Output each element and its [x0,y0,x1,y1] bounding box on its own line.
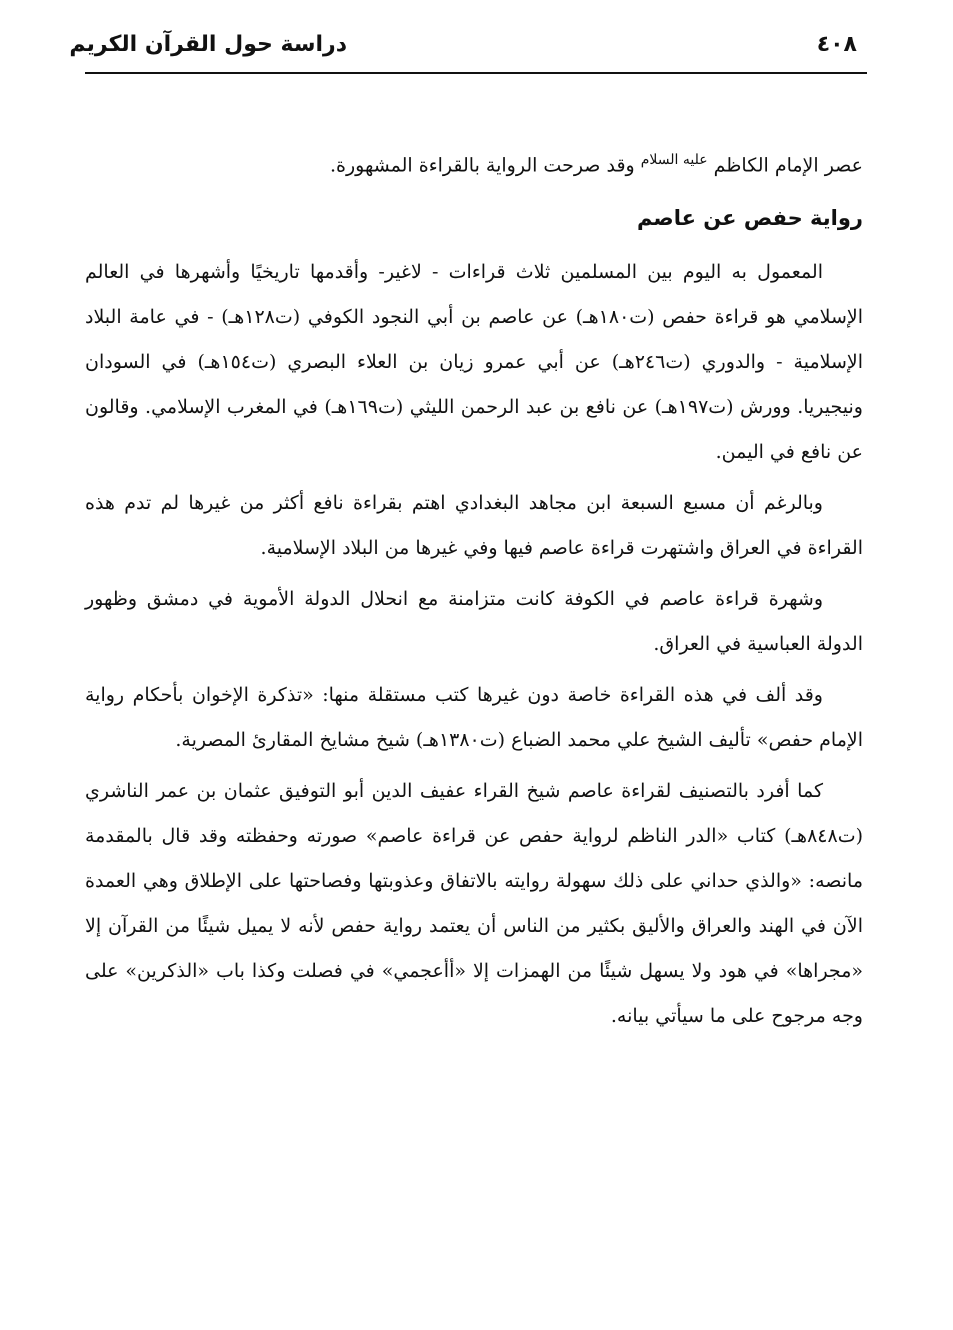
opening-line-text-b: وقد صرحت الرواية بالقراءة المشهورة. [329,154,635,177]
book-title: دراسة حول القرآن الكريم [69,32,347,57]
honorific-glyph: عليه السلام [640,152,708,168]
opening-line [85,138,863,188]
header-divider [85,72,867,74]
section-heading: رواية حفص عن عاصم [636,206,863,231]
page-body [85,138,863,1045]
page-number: ٤٠٨ [816,32,857,57]
opening-line-text-a: عصر الإمام الكاظم [713,154,863,177]
paragraph: المعمول به اليوم بين المسلمين ثلاث قراءات - لاغير- وأقدمها تاريخيًا وأشهرها في العالم الإسلامي هو قراءة حفص (ت١٨٠هـ) عن عاصم بن أبي النجود الكوفي (ت١٢٨هـ) - في عامة البلاد الإسلامية - والدوري (ت٢٤٦هـ) عن أبي عمرو زيان بن العلاء البصري (ت١٥٤هـ) في السودان ونيجيريا. وورش (ت١٩٧هـ) عن نافع بن عبد الرحمن الليثي (ت١٦٩هـ) في المغرب الإسلامي. وقالون عن نافع في اليمن. [85,261,864,464]
paragraph: وقد ألف في هذه القراءة خاصة دون غيرها كتب مستقلة منها: «تذكرة الإخوان بأحكام رواية الإمام حفص» تأليف الشيخ علي محمد الضباع (ت١٣٨٠هـ) شيخ مشايخ المقارئ المصرية. [85,684,863,752]
running-header [69,30,867,74]
paragraph: وبالرغم أن مسبع السبعة ابن مجاهد البغدادي اهتم بقراءة نافع أكثر من غيرها لم تدم هذه القراءة في العراق واشتهرت قراءة عاصم فيها وفي غيرها من البلاد الإسلامية. [85,492,863,560]
paragraph: كما أفرد بالتصنيف لقراءة عاصم شيخ القراء عفيف الدين أبو التوفيق عثمان بن عمر الناشري (ت٨٤٨هـ) كتاب «الدر الناظم لرواية حفص عن قراءة عاصم» صورته وحفظته وقد قال بالمقدمة مانصه: «والذي حداني على ذلك سهولة روايته بالاتفاق وعذوبتها وفصاحتها على الإطلاق وهي العمدة الآن في الهند والعراق والأليق بكثير من الناس أن يعتمد رواية حفص لأنه لا يميل شيئًا من القرآن إلا «مجراها» في هود ولا يسهل شيئًا من الهمزات إلا «أأعجمي» في فصلت وكذا باب «الذكرين» على وجه مرجوح على ما سيأتي بيانه. [85,780,863,1028]
paragraph: وشهرة قراءة عاصم في الكوفة كانت متزامنة مع انحلال الدولة الأموية في دمشق وظهور الدولة العباسية في العراق. [85,588,863,656]
